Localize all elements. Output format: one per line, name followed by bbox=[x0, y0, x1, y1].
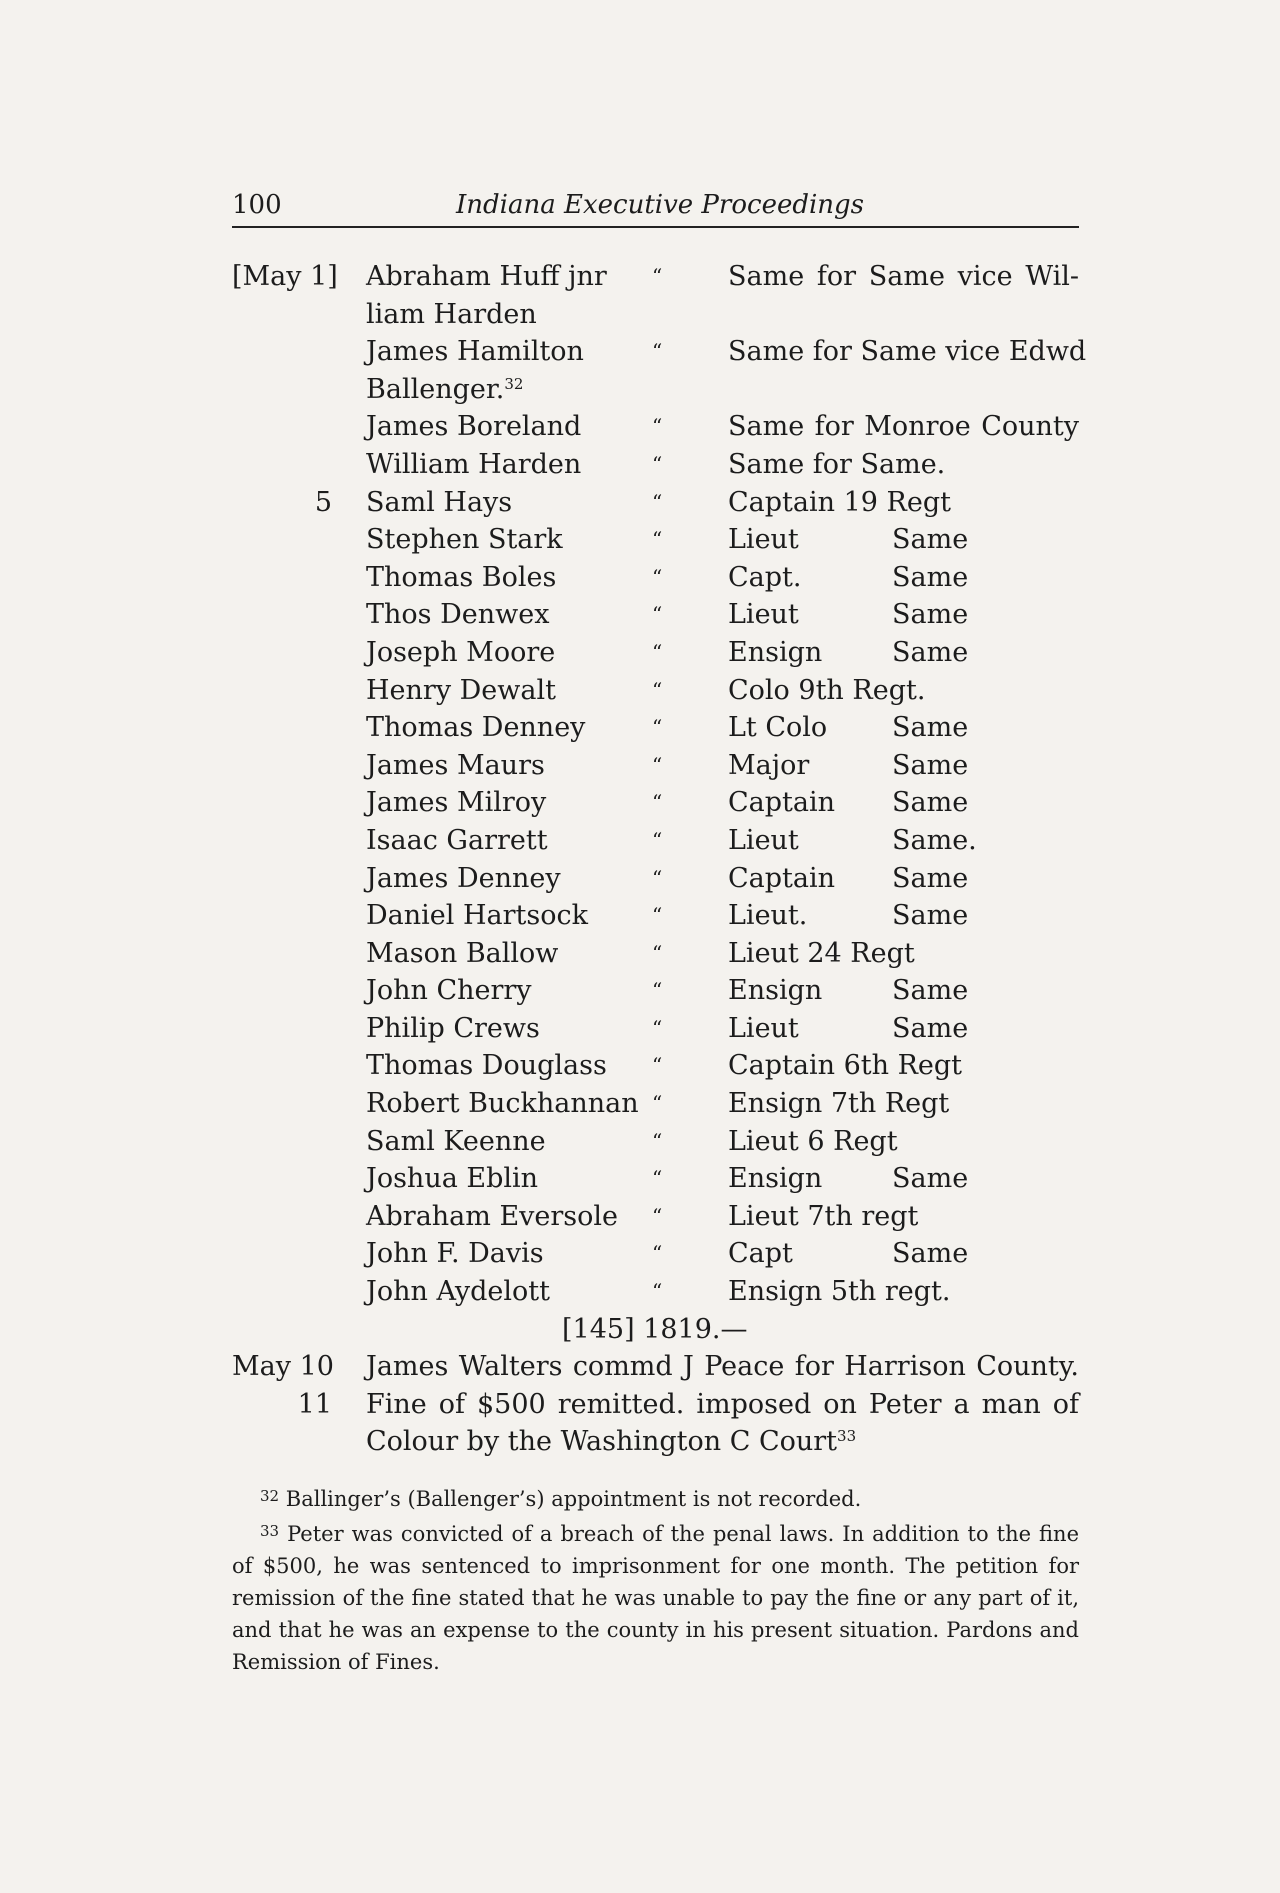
appointment-rank: Lt Colo bbox=[728, 712, 828, 744]
appointment-unit: Same. bbox=[892, 824, 977, 856]
ditto-mark: “ bbox=[652, 451, 663, 476]
ditto-mark: “ bbox=[652, 790, 663, 815]
entry-date: 5 bbox=[314, 486, 332, 518]
entry-row bbox=[232, 709, 1079, 747]
appointment-unit: Same bbox=[892, 712, 969, 744]
appointment-unit: Same bbox=[892, 1012, 969, 1044]
appointment-text: Same for Same vice Edwd bbox=[728, 336, 1087, 368]
entry-row bbox=[232, 1198, 1079, 1236]
appointee-name: Mason Ballow bbox=[366, 937, 559, 969]
ditto-mark: “ bbox=[652, 1279, 663, 1304]
entry-row bbox=[232, 559, 1079, 597]
footnote-marker: 32 bbox=[260, 1487, 280, 1505]
appointment-unit: Same bbox=[892, 636, 969, 668]
appointment-rank: Lieut 7th regt bbox=[728, 1200, 919, 1232]
appointment-unit: Same bbox=[892, 787, 969, 819]
entry-row bbox=[232, 1348, 1079, 1386]
ditto-mark: “ bbox=[652, 414, 663, 439]
entry-row bbox=[232, 446, 1079, 484]
continuation-text: liam Harden bbox=[366, 298, 537, 330]
entry-row bbox=[232, 484, 1079, 522]
appointment-rank: Lieut 6 Regt bbox=[728, 1125, 898, 1157]
appointment-rank: Lieut bbox=[728, 824, 799, 856]
entry-row bbox=[232, 1010, 1079, 1048]
appointment-rank: Captain 6th Regt bbox=[728, 1050, 963, 1082]
appointee-name: Abraham Huff jnr bbox=[366, 261, 607, 292]
appointment-rank: Ensign bbox=[728, 636, 823, 668]
entry-date: 11 bbox=[297, 1388, 332, 1420]
ditto-mark: “ bbox=[652, 564, 663, 589]
ditto-mark: “ bbox=[652, 602, 663, 627]
entry-row bbox=[232, 1123, 1079, 1161]
appointment-rank: Ensign 5th regt. bbox=[728, 1276, 951, 1308]
appointee-name: Saml Keenne bbox=[366, 1125, 546, 1157]
appointment-unit: Same bbox=[892, 749, 969, 781]
appointment-rank: Capt. bbox=[728, 561, 802, 593]
appointee-name: Joseph Moore bbox=[366, 636, 556, 668]
entry-date: [May 1] bbox=[232, 261, 338, 292]
entry-row bbox=[232, 333, 1087, 371]
entry-row bbox=[232, 1235, 1079, 1273]
appointment-rank: Ensign bbox=[728, 975, 823, 1007]
entry-row bbox=[232, 1273, 1079, 1311]
appointment-rank: Captain 19 Regt bbox=[728, 486, 951, 518]
continuation-text: Ballenger. bbox=[366, 373, 505, 405]
page-header bbox=[232, 190, 1079, 228]
footnote-text: Ballinger’s (Ballenger’s) appointment is not recorded. bbox=[285, 1487, 862, 1511]
ditto-mark: “ bbox=[652, 264, 663, 288]
ditto-mark: “ bbox=[652, 1053, 663, 1078]
appointee-name: Abraham Eversole bbox=[366, 1200, 619, 1232]
appointment-text: Same for Same vice Wil- bbox=[728, 261, 1079, 292]
ditto-mark: “ bbox=[652, 527, 663, 552]
footnote-33 bbox=[232, 1515, 1079, 1678]
appointment-rank: Lieut bbox=[728, 1012, 799, 1044]
entry-row bbox=[232, 1085, 1079, 1123]
appointment-rank: Capt bbox=[728, 1238, 793, 1270]
ditto-mark: “ bbox=[652, 715, 663, 740]
entry-row bbox=[232, 1160, 1079, 1198]
ditto-mark: “ bbox=[652, 1203, 663, 1228]
entry-date: May 10 bbox=[232, 1351, 334, 1383]
entry-row bbox=[232, 634, 1079, 672]
appointee-name: Isaac Garrett bbox=[366, 824, 548, 856]
entry-row bbox=[232, 747, 1079, 785]
appointment-rank: Major bbox=[728, 749, 810, 781]
appointee-name: Henry Dewalt bbox=[366, 674, 556, 706]
ditto-mark: “ bbox=[652, 827, 663, 852]
appointee-name: John F. Davis bbox=[366, 1238, 544, 1270]
appointment-rank: Colo 9th Regt. bbox=[728, 674, 926, 706]
running-title: Indiana Executive Proceedings bbox=[456, 190, 865, 220]
appointment-rank: Captain bbox=[728, 787, 836, 819]
entry-row bbox=[232, 935, 1079, 973]
appointment-unit: Same bbox=[892, 975, 969, 1007]
appointee-name: John Aydelott bbox=[366, 1276, 550, 1308]
entry-row bbox=[232, 371, 1079, 409]
ditto-mark: “ bbox=[652, 903, 663, 928]
appointment-unit: Same bbox=[892, 1163, 969, 1195]
entry-row bbox=[232, 1423, 1079, 1461]
appointee-name: James Boreland bbox=[366, 411, 582, 443]
appointment-unit: Same bbox=[892, 900, 969, 932]
appointee-name: Thos Denwex bbox=[366, 599, 550, 631]
ditto-mark: “ bbox=[652, 677, 663, 702]
appointment-rank: Captain bbox=[728, 862, 836, 894]
appointment-rank: Lieut bbox=[728, 524, 799, 556]
ditto-mark: “ bbox=[652, 489, 663, 514]
entry-row bbox=[232, 408, 1079, 446]
continuation-text: Colour by the Washington C Court bbox=[366, 1426, 838, 1458]
entry-row bbox=[232, 1047, 1079, 1085]
footnote-reference: 32 bbox=[504, 374, 524, 393]
entry-row bbox=[232, 972, 1079, 1010]
appointee-name: Stephen Stark bbox=[366, 524, 563, 556]
entry-row bbox=[232, 258, 1079, 296]
entry-row bbox=[232, 296, 1079, 334]
appointee-name: Daniel Hartsock bbox=[366, 900, 588, 932]
appointee-name: James Maurs bbox=[366, 749, 545, 781]
entry-text: Fine of $500 remitted. imposed on Peter a man of bbox=[366, 1388, 1079, 1420]
appointee-name: Joshua Eblin bbox=[366, 1163, 539, 1195]
ditto-mark: “ bbox=[652, 940, 663, 965]
appointment-rank: Ensign bbox=[728, 1163, 823, 1195]
footnote-reference: 33 bbox=[837, 1427, 857, 1446]
appointee-name: Thomas Denney bbox=[366, 712, 586, 744]
appointment-rank: Same for Same. bbox=[728, 448, 946, 480]
ditto-mark: “ bbox=[652, 1128, 663, 1153]
entry-row bbox=[232, 784, 1079, 822]
appointment-unit: Same bbox=[892, 561, 969, 593]
appointee-name: James Denney bbox=[366, 862, 561, 894]
appointee-name: James Milroy bbox=[366, 787, 547, 819]
entry-row bbox=[232, 672, 1079, 710]
record-page-marker: [145] 1819.— bbox=[562, 1313, 748, 1345]
footnote-text: Peter was convicted of a breach of the penal laws. In addition to the fine of $500, he was sentenced to imprisonment for one month. The petition for remission of the fine stated that he was unable to pay the fine or any part of it, and that he was an expense to the county in his present situation. Pardons and Remission of Fines. bbox=[232, 1522, 1079, 1674]
appointee-name: Thomas Douglass bbox=[366, 1050, 607, 1082]
appointment-unit: Same bbox=[892, 1238, 969, 1270]
entry-text: James Walters commd J Peace for Harrison County. bbox=[366, 1351, 1079, 1383]
page-number: 100 bbox=[232, 190, 282, 220]
commission-list bbox=[232, 258, 1087, 1461]
continuation-line bbox=[366, 371, 523, 409]
entry-row bbox=[232, 1386, 1079, 1424]
entry-row bbox=[232, 521, 1079, 559]
appointee-name: William Harden bbox=[366, 448, 582, 480]
appointee-name: John Cherry bbox=[366, 975, 532, 1007]
ditto-mark: “ bbox=[652, 639, 663, 664]
appointee-name: Saml Hays bbox=[366, 486, 513, 518]
ditto-mark: “ bbox=[652, 1241, 663, 1266]
appointment-rank: Ensign 7th Regt bbox=[728, 1088, 950, 1120]
appointment-unit: Same bbox=[892, 599, 969, 631]
footnotes bbox=[232, 1480, 1079, 1678]
ditto-mark: “ bbox=[652, 978, 663, 1003]
ditto-mark: “ bbox=[652, 1166, 663, 1191]
entry-row bbox=[232, 860, 1079, 898]
appointment-unit: Same bbox=[892, 524, 969, 556]
appointee-name: Thomas Boles bbox=[366, 561, 557, 593]
footnote-marker: 33 bbox=[260, 1522, 280, 1540]
appointment-rank: Lieut 24 Regt bbox=[728, 937, 915, 969]
appointment-text: Same for Monroe County bbox=[728, 411, 1079, 443]
ditto-mark: “ bbox=[652, 339, 663, 364]
appointee-name: Robert Buckhannan bbox=[366, 1088, 639, 1120]
footnote-32 bbox=[232, 1480, 1079, 1515]
entry-row bbox=[232, 822, 1079, 860]
entry-row bbox=[232, 596, 1079, 634]
appointment-rank: Lieut. bbox=[728, 900, 808, 932]
appointment-unit: Same bbox=[892, 862, 969, 894]
entry-row bbox=[232, 1311, 1079, 1349]
continuation-line bbox=[366, 1423, 856, 1461]
ditto-mark: “ bbox=[652, 865, 663, 890]
ditto-mark: “ bbox=[652, 1015, 663, 1040]
entry-row bbox=[232, 897, 1079, 935]
appointment-rank: Lieut bbox=[728, 599, 799, 631]
appointee-name: James Hamilton bbox=[366, 336, 584, 368]
appointee-name: Philip Crews bbox=[366, 1012, 540, 1044]
ditto-mark: “ bbox=[652, 1091, 663, 1116]
ditto-mark: “ bbox=[652, 752, 663, 777]
